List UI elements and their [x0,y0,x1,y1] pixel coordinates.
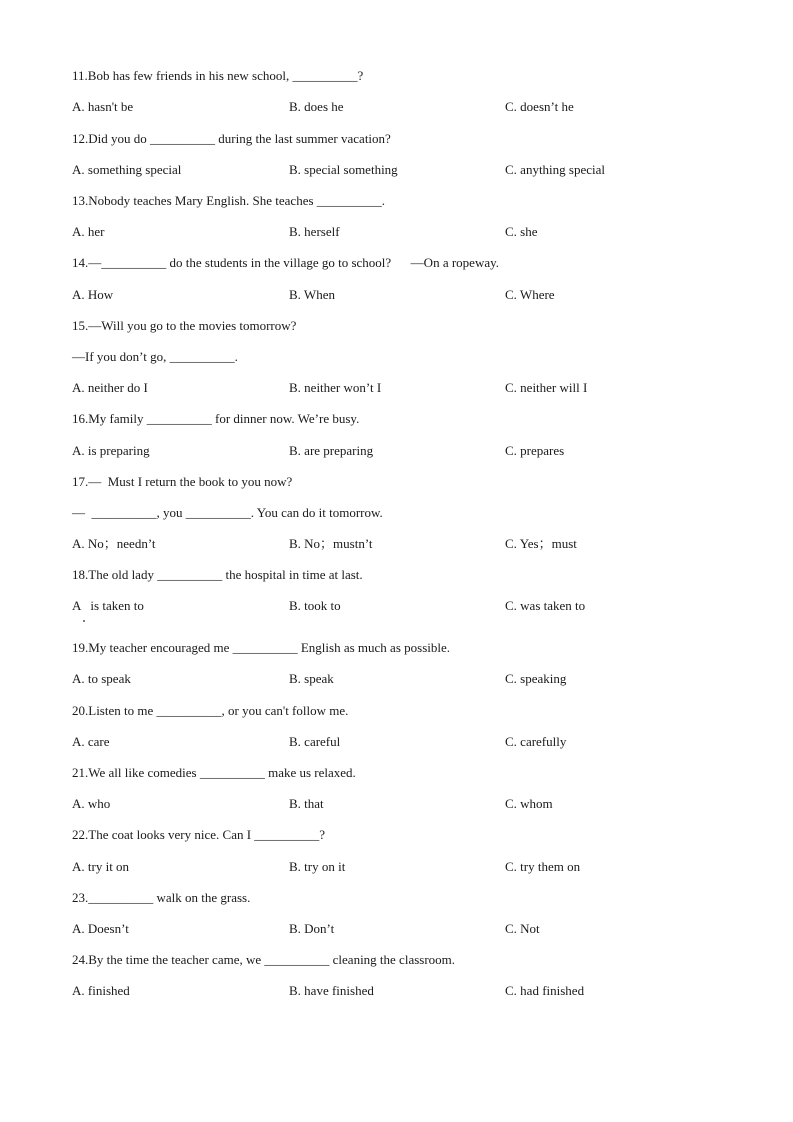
question-14-option-b: B. When [289,287,335,302]
question-20-stem: 20.Listen to me __________, or you can't follow me. [72,703,349,718]
question-24-option-a: A. finished [72,983,130,998]
question-14-option-a: A. How [72,287,114,302]
question-18-option-c: C. was taken to [505,598,586,613]
question-19-stem: 19.My teacher encouraged me __________ English as much as possible. [72,640,450,655]
question-15-option-a: A. neither do I [72,380,148,395]
question-13-stem: 13.Nobody teaches Mary English. She teaches __________. [72,193,386,208]
question-23-option-a: A. Doesn’t [72,921,129,936]
question-23-option-c: C. Not [505,921,540,936]
stray-mark [83,620,85,622]
question-17-option-b: B. No；mustn’t [289,536,373,551]
question-16-stem: 16.My family __________ for dinner now. We’re busy. [72,411,360,426]
question-15-stem-line-2: —If you don’t go, __________. [72,349,238,364]
question-14-stem: 14.—__________ do the students in the village go to school? —On a ropeway. [72,255,500,270]
question-13-option-a: A. her [72,224,105,239]
question-17-option-a: A. No；needn’t [72,536,156,551]
question-21-option-c: C. whom [505,796,553,811]
question-22-option-a: A. try it on [72,859,130,874]
question-20-option-c: C. carefully [505,734,567,749]
question-23-option-b: B. Don’t [289,921,335,936]
question-11-option-b: B. does he [289,99,344,114]
question-22-option-b: B. try on it [289,859,346,874]
question-19-option-c: C. speaking [505,671,567,686]
question-19-option-a: A. to speak [72,671,131,686]
question-15-stem-line-1: 15.—Will you go to the movies tomorrow? [72,318,297,333]
question-17-stem-line-2: — __________, you __________. You can do it tomorrow. [72,505,383,520]
question-20-option-a: A. care [72,734,110,749]
question-13-option-b: B. herself [289,224,340,239]
question-12-option-b: B. special something [289,162,398,177]
question-22-option-c: C. try them on [505,859,581,874]
question-18-stem: 18.The old lady __________ the hospital in time at last. [72,567,363,582]
question-15-option-b: B. neither won’t I [289,380,382,395]
question-21-option-b: B. that [289,796,324,811]
question-13-option-c: C. she [505,224,538,239]
question-17-stem-line-1: 17.— Must I return the book to you now? [72,474,293,489]
question-16-option-a: A. is preparing [72,443,150,458]
question-12-option-a: A. something special [72,162,182,177]
question-18-option-a: A is taken to [72,598,144,613]
question-16-option-c: C. prepares [505,443,565,458]
question-19-option-b: B. speak [289,671,334,686]
question-21-stem: 21.We all like comedies __________ make us relaxed. [72,765,356,780]
question-18-option-b: B. took to [289,598,341,613]
question-11-option-c: C. doesn’t he [505,99,574,114]
question-12-option-c: C. anything special [505,162,606,177]
question-24-stem: 24.By the time the teacher came, we __________ cleaning the classroom. [72,952,456,967]
question-20-option-b: B. careful [289,734,341,749]
question-12-stem: 12.Did you do __________ during the last summer vacation? [72,131,391,146]
question-23-stem: 23.__________ walk on the grass. [72,890,251,905]
question-24-option-b: B. have finished [289,983,374,998]
question-11-stem: 11.Bob has few friends in his new school, __________? [72,68,364,83]
question-24-option-c: C. had finished [505,983,585,998]
question-11-option-a: A. hasn't be [72,99,134,114]
question-22-stem: 22.The coat looks very nice. Can I __________? [72,827,326,842]
question-15-option-c: C. neither will I [505,380,588,395]
question-21-option-a: A. who [72,796,111,811]
question-16-option-b: B. are preparing [289,443,374,458]
question-17-option-c: C. Yes；must [505,536,577,551]
question-14-option-c: C. Where [505,287,555,302]
